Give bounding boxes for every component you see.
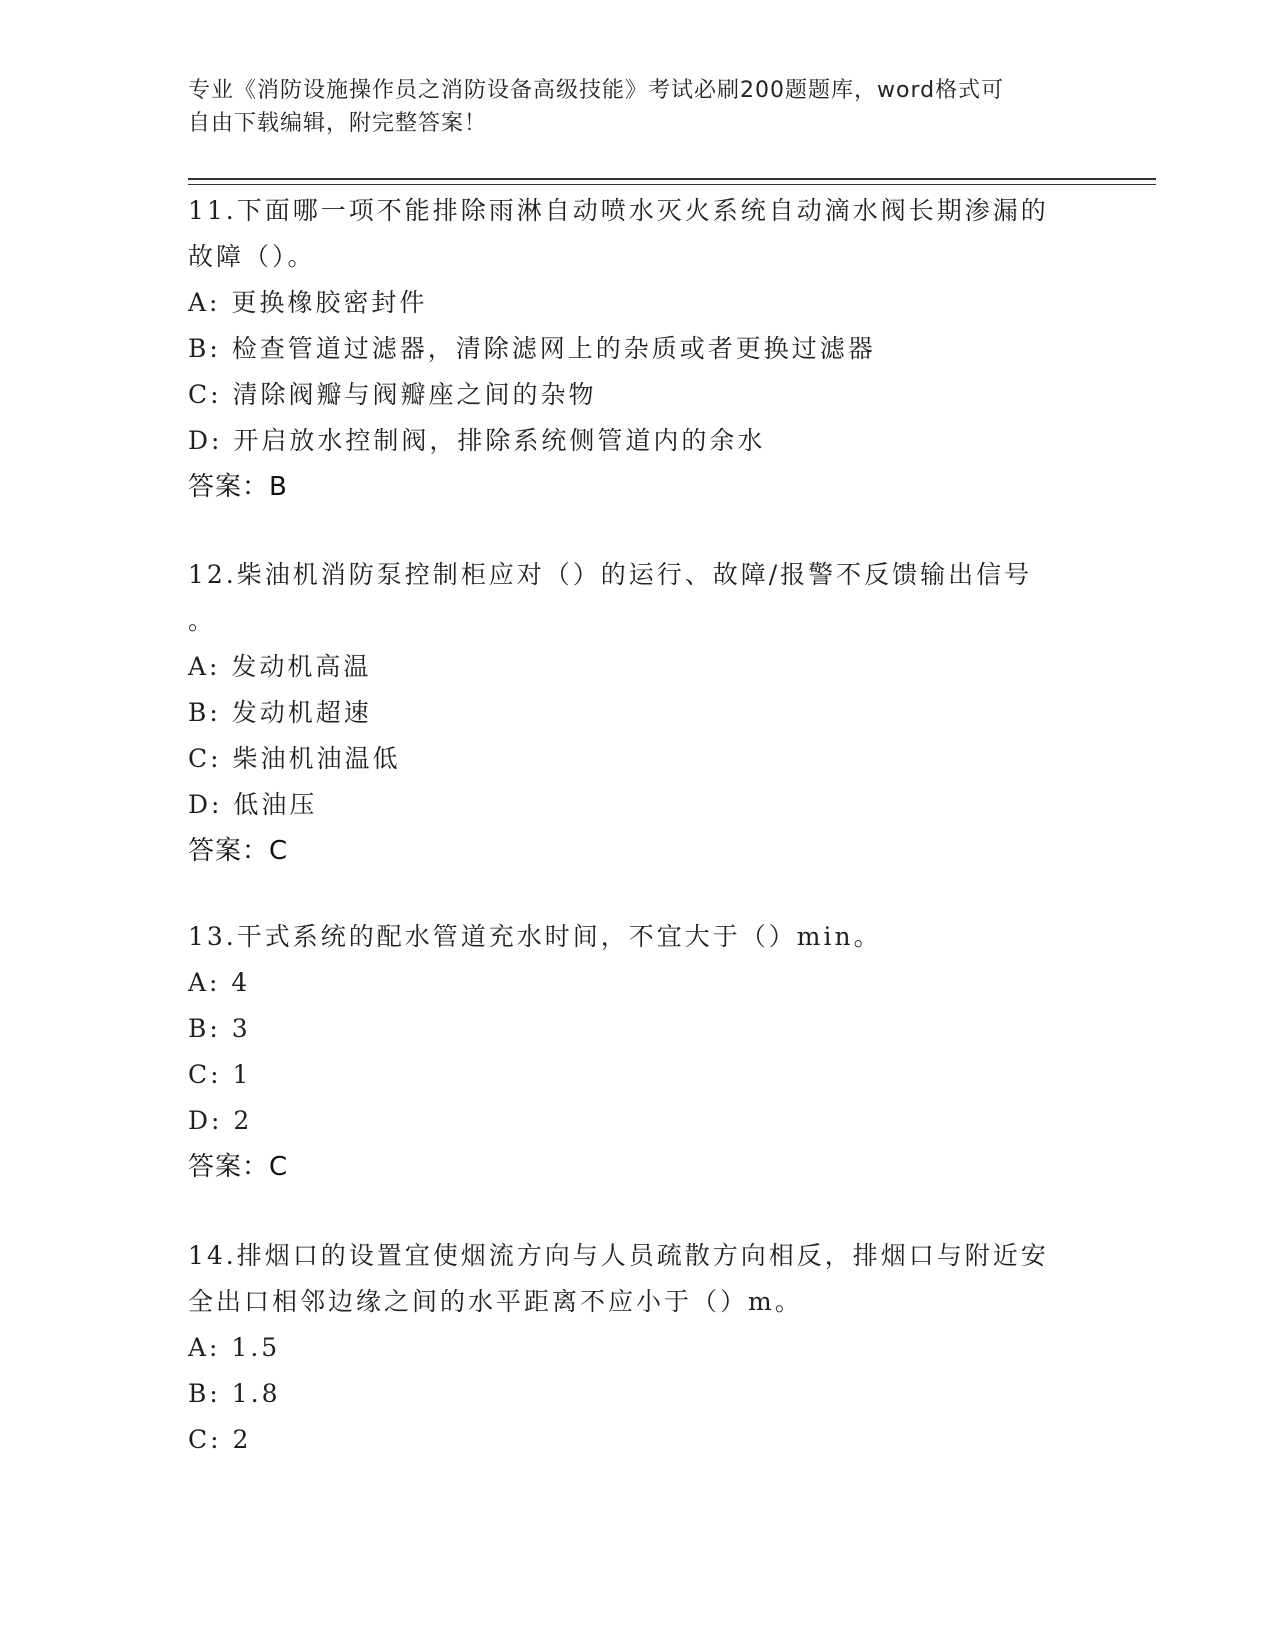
question-11 bbox=[188, 188, 1088, 510]
header-line-1: 专业《消防设施操作员之消防设备高级技能》考试必刷200题题库，word格式可 bbox=[188, 78, 1005, 103]
question-14 bbox=[188, 1233, 1088, 1463]
question-12 bbox=[188, 552, 1088, 874]
question-stem-line: 。 bbox=[188, 606, 217, 635]
header-line-2: 自由下载编辑，附完整答案！ bbox=[188, 111, 488, 136]
option-c: C: 1 bbox=[188, 1060, 252, 1089]
option-d: D: 2 bbox=[188, 1106, 253, 1135]
question-stem-line: 14.排烟口的设置宜使烟流方向与人员疏散方向相反，排烟口与附近安 bbox=[188, 1241, 1049, 1270]
answer-label: 答案：C bbox=[188, 1152, 289, 1182]
question-stem-line: 11.下面哪一项不能排除雨淋自动喷水灭火系统自动滴水阀长期渗漏的 bbox=[188, 196, 1049, 225]
option-d: D: 开启放水控制阀，排除系统侧管道内的余水 bbox=[188, 426, 766, 455]
option-c: C: 清除阀瓣与阀瓣座之间的杂物 bbox=[188, 380, 597, 409]
header-divider-thick bbox=[188, 178, 1156, 180]
question-stem-line: 12.柴油机消防泵控制柜应对（）的运行、故障/报警不反馈输出信号 bbox=[188, 560, 1033, 589]
question-stem-line: 全出口相邻边缘之间的水平距离不应小于（）m。 bbox=[188, 1287, 803, 1316]
option-b: B: 1.8 bbox=[188, 1379, 281, 1408]
option-a: A: 更换橡胶密封件 bbox=[188, 288, 428, 317]
option-b: B: 检查管道过滤器，清除滤网上的杂质或者更换过滤器 bbox=[188, 334, 876, 363]
option-c: C: 2 bbox=[188, 1425, 252, 1454]
option-a: A: 4 bbox=[188, 968, 251, 997]
header-divider-thin bbox=[188, 184, 1156, 185]
option-d: D: 低油压 bbox=[188, 790, 318, 819]
option-a: A: 发动机高温 bbox=[188, 652, 372, 681]
option-b: B: 发动机超速 bbox=[188, 698, 372, 727]
question-stem-line: 故障（）。 bbox=[188, 242, 316, 271]
document-header bbox=[188, 74, 1088, 140]
option-b: B: 3 bbox=[188, 1014, 251, 1043]
question-stem-line: 13.干式系统的配水管道充水时间，不宜大于（）min。 bbox=[188, 922, 882, 951]
option-a: A: 1.5 bbox=[188, 1333, 281, 1362]
answer-label: 答案：B bbox=[188, 472, 288, 502]
question-13 bbox=[188, 914, 1088, 1190]
answer-label: 答案：C bbox=[188, 836, 289, 866]
option-c: C: 柴油机油温低 bbox=[188, 744, 401, 773]
